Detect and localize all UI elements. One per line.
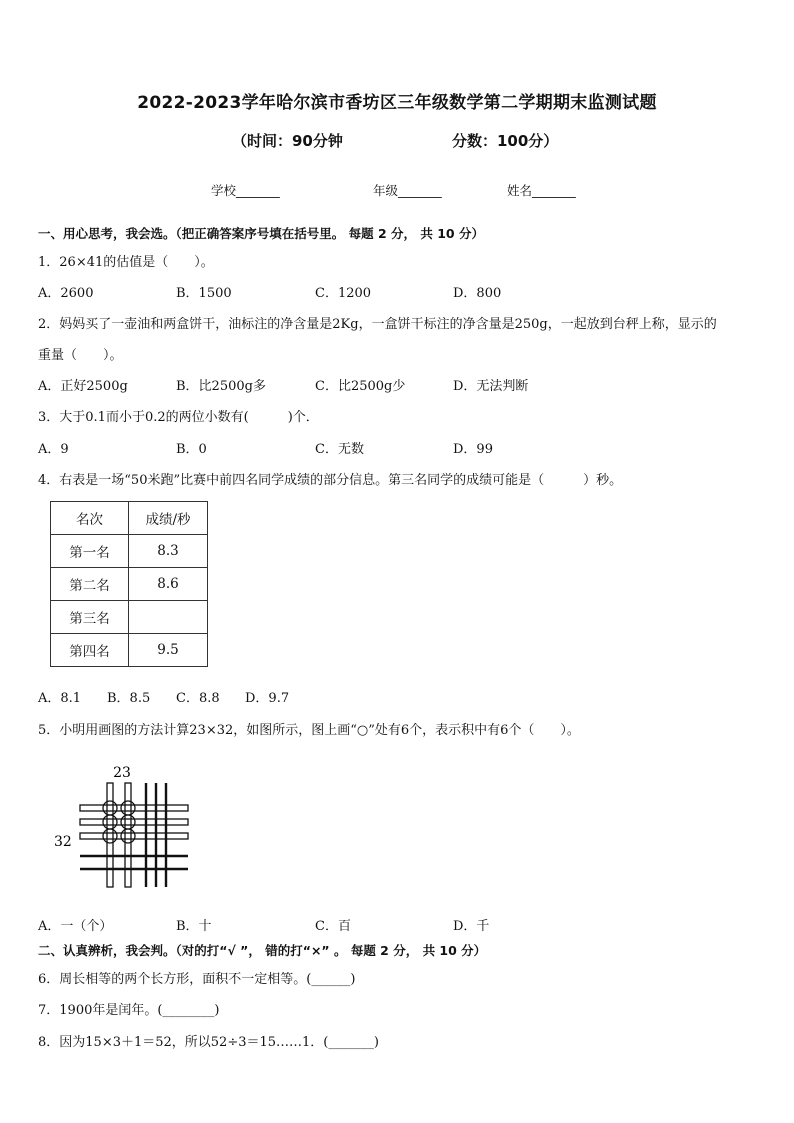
figure-left-label: 32 (54, 834, 72, 850)
intersection-circle (103, 815, 117, 829)
exam-score: 分数：100分） (452, 132, 559, 150)
q5-option-a[interactable]: A．一（个） (38, 919, 113, 934)
results-table (50, 501, 208, 667)
intersection-circle (103, 829, 117, 843)
question-1: 1．26×41的估值是（ ）。 (38, 255, 214, 270)
q4-option-b[interactable]: B．8.5 (107, 691, 151, 706)
q4-option-d[interactable]: D．9.7 (245, 691, 290, 706)
table-cell-time: 9.5 (129, 634, 208, 667)
table-header-rank: 名次 (51, 502, 129, 535)
section-2-heading: 二、认真辨析，我会判。（对的打“√ ”， 错的打“×” 。 每题 2 分， 共 10 分） (38, 943, 487, 958)
table-cell-rank: 第二名 (51, 568, 129, 601)
table-cell-time (129, 601, 208, 634)
name-field[interactable]: 姓名_______ (507, 183, 576, 198)
q5-option-d[interactable]: D．千 (453, 919, 490, 934)
table-cell-rank: 第四名 (51, 634, 129, 667)
question-7: 7．1900年是闰年。(________) (38, 1003, 220, 1018)
table-header-row (51, 502, 208, 535)
q1-option-a[interactable]: A．2600 (38, 286, 94, 301)
q3-option-a[interactable]: A．9 (38, 442, 69, 457)
multiplication-grid-figure (50, 760, 200, 895)
tens-bar-vertical (107, 783, 113, 887)
question-6: 6．周长相等的两个长方形，面积不一定相等。(______) (38, 972, 356, 987)
question-5: 5．小明用画图的方法计算23×32，如图所示，图上画“○”处有6个，表示积中有6个（ ）。 (38, 723, 580, 738)
exam-time: （时间：90分钟 (232, 132, 343, 150)
figure-top-label: 23 (113, 765, 131, 781)
table-header-time: 成绩/秒 (129, 502, 208, 535)
table-row (51, 601, 208, 634)
question-2-line-1: 2．妈妈买了一壶油和两盒饼干，油标注的净含量是2Kg，一盒饼干标注的净含量是250g，一起放到台秤上称，显示的 (38, 317, 717, 332)
grade-field[interactable]: 年级_______ (373, 183, 442, 198)
intersection-circle (103, 801, 117, 815)
q1-option-b[interactable]: B．1500 (176, 286, 232, 301)
q1-option-d[interactable]: D．800 (453, 286, 502, 301)
intersection-circle (121, 801, 135, 815)
table-cell-rank: 第三名 (51, 601, 129, 634)
table-cell-time: 8.3 (129, 535, 208, 568)
q4-option-c[interactable]: C．8.8 (176, 691, 220, 706)
question-4: 4．右表是一场“50米跑”比赛中前四名同学成绩的部分信息。第三名同学的成绩可能是（ ）秒。 (38, 473, 623, 488)
table-cell-time: 8.6 (129, 568, 208, 601)
intersection-circle (121, 815, 135, 829)
q3-option-c[interactable]: C．无数 (315, 442, 364, 457)
table-cell-rank: 第一名 (51, 535, 129, 568)
q2-option-b[interactable]: B．比2500g多 (176, 379, 266, 394)
table-row (51, 568, 208, 601)
school-field[interactable]: 学校_______ (211, 183, 280, 198)
question-8: 8．因为15×3＋1＝52，所以52÷3＝15……1．(_______) (38, 1035, 379, 1050)
question-2-line-2: 重量（ ）。 (38, 348, 123, 363)
table-row (51, 535, 208, 568)
q2-option-c[interactable]: C．比2500g少 (315, 379, 406, 394)
question-3: 3．大于0.1而小于0.2的两位小数有( )个． (38, 410, 319, 425)
page-title: 2022-2023学年哈尔滨市香坊区三年级数学第二学期期末监测试题 (137, 93, 657, 113)
intersection-circle (121, 829, 135, 843)
q5-option-b[interactable]: B．十 (176, 919, 212, 934)
table-row (51, 634, 208, 667)
q4-option-a[interactable]: A．8.1 (38, 691, 82, 706)
q5-option-c[interactable]: C．百 (315, 919, 351, 934)
q3-option-d[interactable]: D．99 (453, 442, 493, 457)
section-1-heading: 一、用心思考，我会选。（把正确答案序号填在括号里。 每题 2 分， 共 10 分） (38, 226, 484, 241)
q3-option-b[interactable]: B．0 (176, 442, 207, 457)
tens-bar-vertical (125, 783, 131, 887)
q1-option-c[interactable]: C．1200 (315, 286, 372, 301)
q2-option-d[interactable]: D．无法判断 (453, 379, 529, 394)
q2-option-a[interactable]: A．正好2500g (38, 379, 128, 394)
